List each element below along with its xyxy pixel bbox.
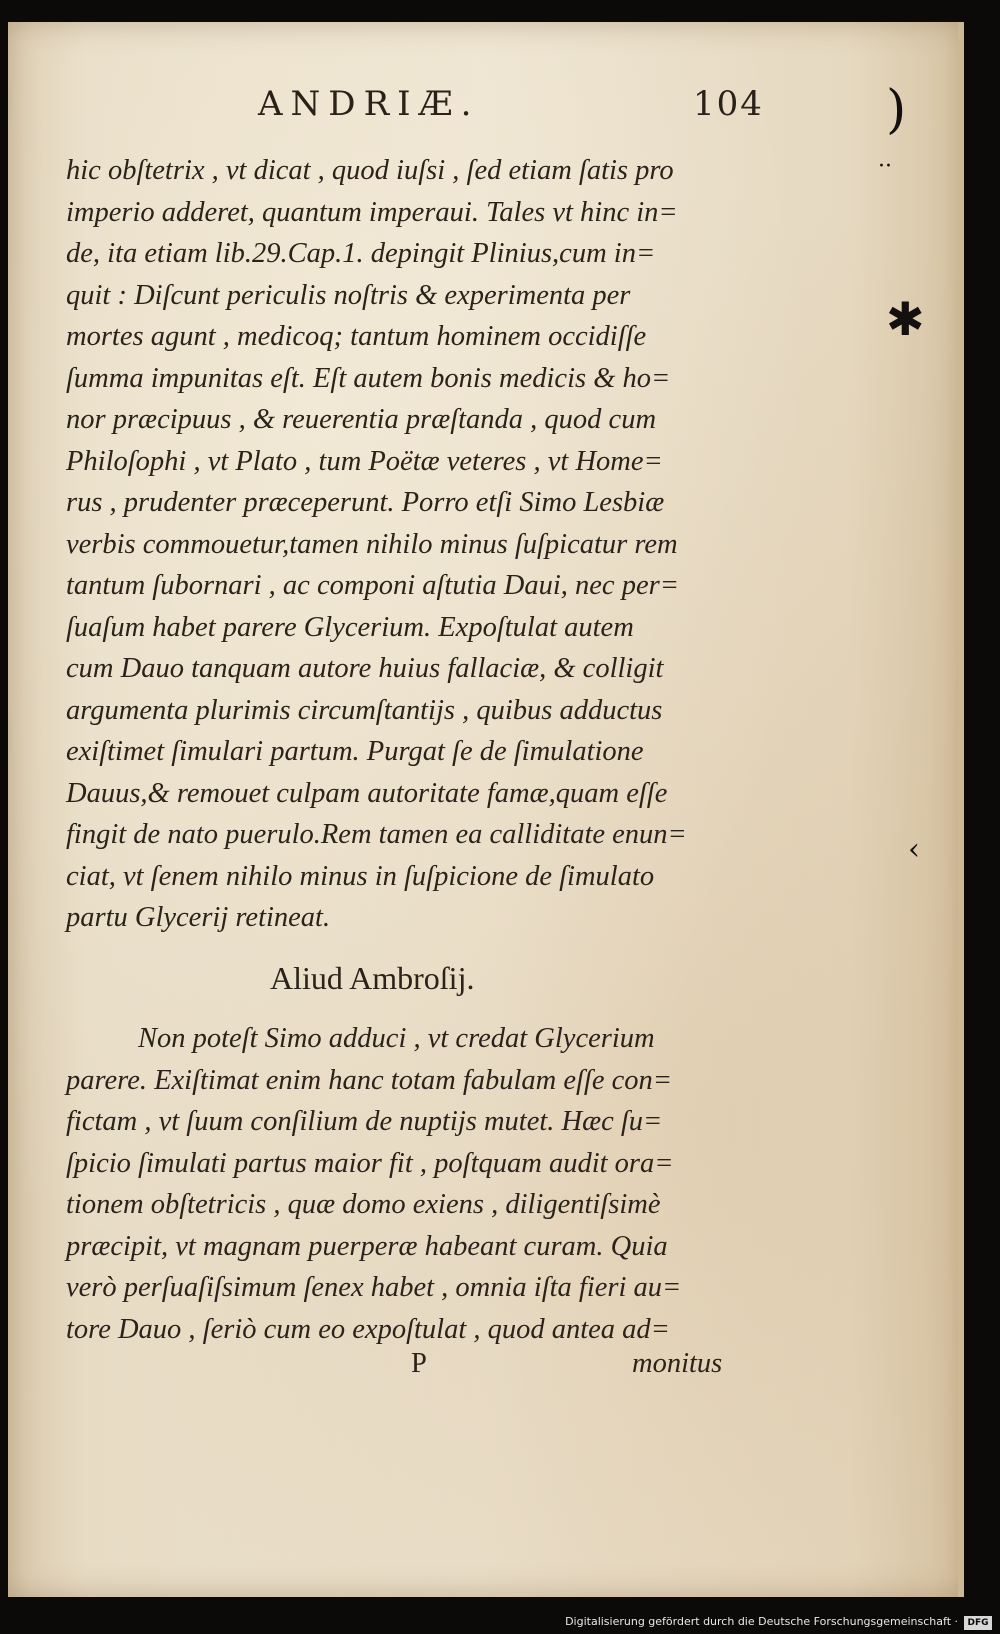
text-line: ſumma impunitas eſt. Eſt autem bonis medicis & ho= [66,362,671,394]
running-title: ANDRIÆ. [258,84,480,124]
text-line: Non poteſt Simo adduci , vt credat Glycerium [138,1023,655,1054]
text-line: verò perſuaſiſsimum ſenex habet , omnia iſta fieri au= [66,1272,682,1303]
text-line: tantum ſubornari , ac componi aſtutia Daui, nec per= [66,570,679,601]
text-line: rus , prudenter præceperunt. Porro etſi Simo Lesbiæ [66,487,665,518]
text-line: de, ita etiam lib.29.Cap.1. depingit Plinius,cum in= [66,238,656,269]
digitization-credit: Digitalisierung gefördert durch die Deutsche Forschungsgemeinschaft · [565,1615,958,1628]
margin-tick-mark: ‹ [908,832,920,867]
text-line: mortes agunt , medicoq; tantum hominem occidiſſe [66,321,647,352]
text-line: imperio adderet, quantum imperaui. Tales vt hinc in= [66,196,678,228]
page-footer-line [66,1348,756,1390]
margin-ink-blot-mark: ✱ [886,292,925,346]
text-line: cum Dauo tanquam autore huius fallaciæ, & colligit [66,653,664,684]
text-line: argumenta plurimis circumſtantijs , quibus adductus [66,694,663,726]
text-line: exiſtimet ſimulari partum. Purgat ſe de ſimulatione [66,736,644,767]
page-header [8,84,964,144]
text-line: quit : Diſcunt periculis noſtris & experimenta per [66,279,631,311]
text-line: ſpicio ſimulati partus maior fit , poſtquam audit ora= [66,1147,674,1179]
book-page [8,22,964,1597]
section-heading: Aliud Ambroſij. [270,960,475,996]
text-line: nor præcipuus , & reuerentia præſtanda , quod cum [66,404,657,435]
margin-bracket-mark: ) [886,80,907,140]
text-line: parere. Exiſtimat enim hanc totam fabulam eſſe con= [66,1064,673,1096]
text-line: fingit de nato puerulo.Rem tamen ea calliditate enun= [66,819,687,850]
page-number: 104 [693,84,764,124]
text-line: tionem obſtetricis , quæ domo exiens , diligentiſsimè [66,1189,661,1220]
signature-mark: P [411,1348,427,1379]
margin-dot-mark: ·· [878,154,892,179]
text-line: præcipit, vt magnam puerperæ habeant curam. Quia [66,1230,668,1262]
section-text [66,1018,756,1350]
text-line: partu Glycerij retineat. [66,902,331,933]
dfg-logo: DFG [964,1616,992,1630]
text-line: ſuaſum habet parere Glycerium. Expoſtulat autem [66,611,634,643]
text-line: Philoſophi , vt Plato , tum Poëtæ veteres , vt Home= [66,445,663,477]
main-text [66,150,756,939]
catchword: monitus [632,1348,723,1379]
text-line: hic obſtetrix , vt dicat , quod iuſsi , ſed etiam ſatis pro [66,155,674,186]
text-line: fictam , vt ſuum conſilium de nuptijs mutet. Hæc ſu= [66,1106,663,1137]
text-line: Dauus,& remouet culpam autoritate famæ,quam eſſe [66,777,668,809]
text-line: ciat, vt ſenem nihilo minus in ſuſpicione de ſimulato [66,860,655,892]
text-line: tore Dauo , ſeriò cum eo expoſtulat , quod antea ad= [66,1313,670,1345]
text-line: verbis commouetur,tamen nihilo minus ſuſpicatur rem [66,528,678,560]
